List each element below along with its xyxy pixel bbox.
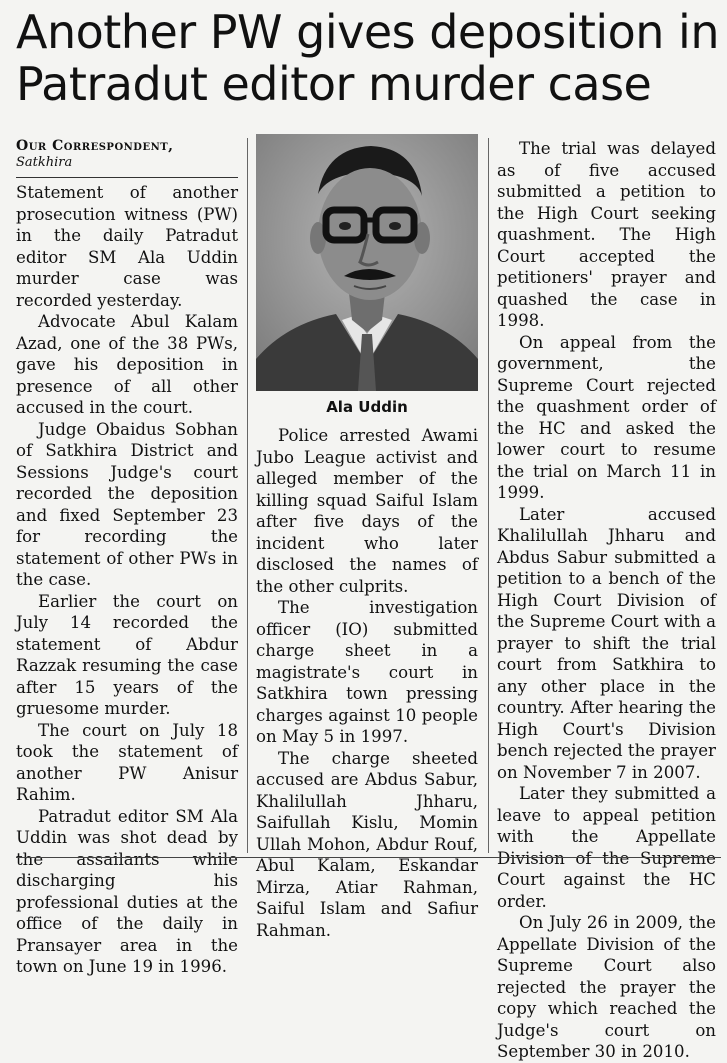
byline-author: Our Correspondent, xyxy=(16,138,174,154)
article-column-3 xyxy=(497,138,716,1063)
paragraph: Judge Obaidus Sobhan of Satkhira District and Sessions Judge's court recorded the deposition and fixed September 23 for recording the statement of other PWs in the case. xyxy=(16,419,238,589)
paragraph: On appeal from the government, the Supreme Court rejected the quashment order of the HC and asked the lower court to resume the trial on March 11 in 1999. xyxy=(497,332,716,502)
portrait-photo xyxy=(256,134,478,391)
column-divider-2 xyxy=(488,138,489,853)
byline-block xyxy=(16,138,238,178)
paragraph: The investigation officer (IO) submitted charge sheet in a magistrate's court in Satkhira town pressing charges against 10 people on May 5 in 1997. xyxy=(256,598,478,746)
paragraph: Statement of another prosecution witness (PW) in the daily Patradut editor SM Ala Uddin murder case was recorded yesterday. xyxy=(16,183,238,310)
article-column-2 xyxy=(256,425,478,941)
paragraph: Police arrested Awami Jubo League activist and alleged member of the killing squad Saiful Islam after five days of the incident who later disclosed the names of the other culprits. xyxy=(256,426,478,596)
portrait-illustration xyxy=(256,134,478,391)
paragraph: Later they submitted a leave to appeal petition with the Appellate Division of the Supreme Court against the HC order. xyxy=(497,784,716,911)
byline-location: Satkhira xyxy=(16,155,73,170)
paragraph: On July 26 in 2009, the Appellate Division of the Supreme Court also rejected the prayer the copy which reached the Judge's court on September 30 in 2010. xyxy=(497,913,716,1061)
byline-divider xyxy=(16,177,238,178)
paragraph: The court on July 18 took the statement of another PW Anisur Rahim. xyxy=(16,720,238,804)
paragraph: Advocate Abul Kalam Azad, one of the 38 PWs, gave his deposition in presence of all other accused in the court. xyxy=(16,312,238,417)
paragraph: The charge sheeted accused are Abdus Sabur, Khalilullah Jhharu, Saifullah Kislu, Momin Ullah Mohon, Abdur Rouf, Abul Kalam, Eskandar Mirza, Atiar Rahman, Saiful Islam and Safiur Rahman. xyxy=(256,748,478,940)
article-column-1 xyxy=(16,182,238,978)
column-divider-1 xyxy=(247,138,248,853)
paragraph: Earlier the court on July 14 recorded the statement of Abdur Razzak resuming the case after 15 years of the gruesome murder. xyxy=(16,591,238,718)
headline xyxy=(16,6,721,110)
paragraph: The trial was delayed as of five accused submitted a petition to the High Court seeking quashment. The High Court accepted the petitioners' prayer and quashed the case in 1998. xyxy=(497,139,716,330)
headline-line-1: Another PW gives deposition in xyxy=(16,5,719,59)
paragraph: Patradut editor SM Ala Uddin was shot dead by the assailants while discharging his professional duties at the office of the daily in Pransayer area in the town on June 19 in 1996. xyxy=(16,806,238,976)
paragraph: Later accused Khalilullah Jhharu and Abdus Sabur submitted a petition to a bench of the High Court Division of the Supreme Court with a prayer to shift the trial court from Satkhira to any other place in the country. After hearing the High Court's Division bench rejected the prayer on November 7 in 2007. xyxy=(497,504,716,782)
headline-line-2: Patradut editor murder case xyxy=(16,57,652,111)
bottom-divider xyxy=(16,857,721,858)
photo-caption: Ala Uddin xyxy=(326,398,408,416)
